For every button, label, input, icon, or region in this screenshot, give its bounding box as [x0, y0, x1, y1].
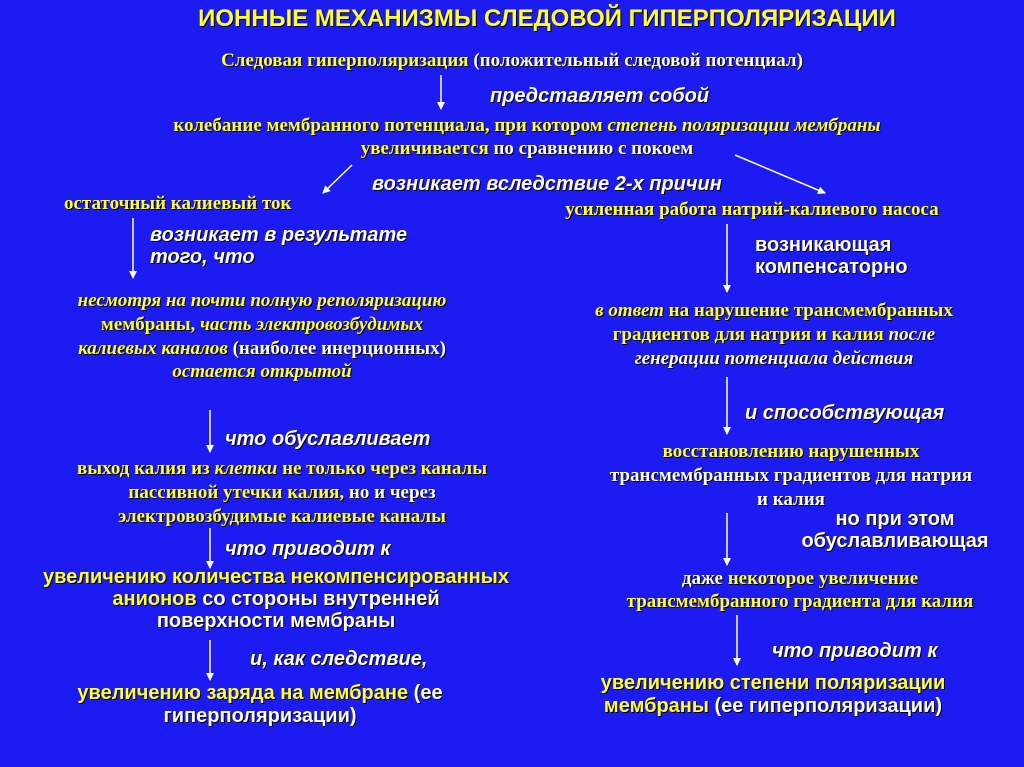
right-step4: что приводит к	[772, 640, 938, 662]
right-step1-l2: компенсаторно	[755, 256, 908, 278]
right-b1-l2b: после	[888, 323, 936, 345]
right-b4-l2b: (ее гиперполяризации)	[708, 695, 943, 717]
left-b2-l2a: пассивной утечки калия,	[128, 481, 349, 503]
left-b1-l1: несмотря на почти полную реполяризацию	[77, 290, 447, 311]
left-b1-l2b: часть электровозбудимых	[200, 313, 424, 335]
right-b3-l2: трансмембранного градиента для калия	[626, 590, 974, 612]
step-represents: представляет собой	[490, 85, 710, 107]
right-b3-l1b: некоторое увеличение	[727, 568, 919, 589]
left-b1-l4: остается открытой	[172, 361, 352, 383]
left-b2-l1b: клетки	[214, 458, 278, 479]
right-b2-l3: и калия	[757, 488, 825, 510]
left-step2: что обуславливает	[225, 428, 431, 450]
definition-l2b: по сравнению с покоем	[488, 137, 694, 159]
arrow-definition-to-right-cause	[735, 155, 825, 193]
step-two-causes: возникает вследствие 2-х причин	[372, 173, 722, 195]
left-cause: остаточный калиевый ток	[64, 193, 292, 214]
left-b1-l3a: калиевых каналов	[78, 337, 228, 359]
right-b2-l2: трансмембранных градиентов для натрия	[609, 464, 973, 486]
right-cause: усиленная работа натрий-калиевого насоса	[565, 199, 939, 220]
right-step1-l1: возникающая	[755, 234, 892, 256]
right-b1-l1a: в ответ	[595, 300, 664, 321]
definition-l1a: колебание мембранного потенциала, при котором	[173, 115, 608, 136]
left-step4: и, как следствие,	[250, 648, 428, 670]
left-b2-l3: электровозбудимые калиевые каналы	[118, 505, 446, 527]
right-b4-l1: увеличению степени поляризации	[600, 672, 946, 694]
right-b1-l1b: на нарушение трансмембранных	[663, 300, 953, 321]
definition-l1b: степень поляризации мембраны	[607, 115, 881, 136]
left-step3: что приводит к	[225, 538, 391, 560]
left-b1-l3b: (наиболее инерционных)	[227, 337, 446, 359]
left-b2-l1c: не только через каналы	[277, 458, 488, 479]
left-b2-l1a: выход калия из	[76, 458, 215, 479]
right-b3-l1a: даже	[681, 568, 728, 589]
subtitle-term: Следовая гиперполяризация	[221, 50, 469, 71]
left-b3-l2a: анионов	[112, 588, 197, 610]
left-b4-l1a: увеличению заряда на мембране	[77, 682, 409, 704]
subtitle-note: (положительный следовой потенциал)	[468, 50, 803, 71]
definition-l2a: увеличивается	[360, 137, 489, 159]
right-b4-l2a: мембраны	[603, 695, 709, 717]
slide-title: ИОННЫЕ МЕХАНИЗМЫ СЛЕДОВОЙ ГИПЕРПОЛЯРИЗАЦИИ	[198, 5, 896, 32]
left-b4-l2: гиперполяризации)	[163, 705, 357, 727]
right-step3-l2: обуславливающая	[801, 530, 989, 552]
left-b3-l3: поверхности мембраны	[156, 610, 396, 632]
left-b3-l1: увеличению количества некомпенсированных	[43, 566, 509, 588]
right-b1-l2a: градиентов для натрия и калия	[612, 323, 889, 345]
left-step1-l1: возникает в результате	[150, 224, 408, 246]
left-b2-l2b: но и через	[348, 481, 436, 503]
left-step1-l2: того, что	[150, 246, 255, 268]
right-b1-l3: генерации потенциала действия	[634, 347, 914, 369]
left-b1-l2a: мембраны,	[100, 313, 201, 335]
right-b2-l1: восстановлению нарушенных	[662, 441, 920, 462]
right-step3-l1: но при этом	[835, 508, 955, 530]
left-b4-l1b: (ее	[408, 682, 443, 704]
right-step2: и способствующая	[745, 402, 945, 424]
arrow-definition-to-left-cause	[323, 165, 352, 193]
left-b3-l2b: со стороны внутренней	[196, 588, 440, 610]
